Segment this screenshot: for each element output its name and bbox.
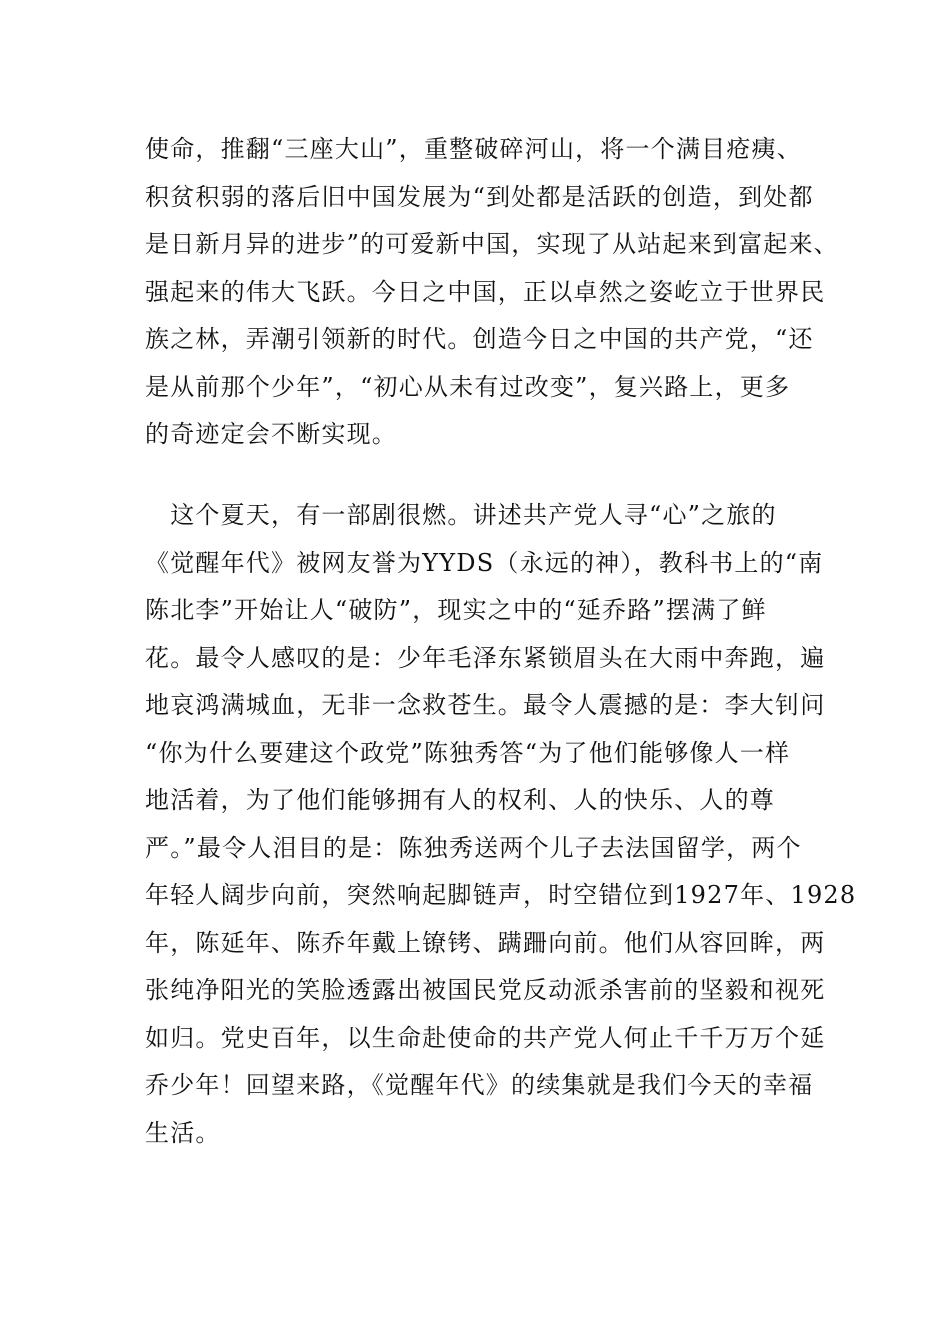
paragraph-line: 严。”最令人泪目的是：陈独秀送两个儿子去法国留学，两个 bbox=[145, 833, 802, 862]
paragraph-line: 地活着，为了他们能够拥有人的权利、人的快乐、人的尊 bbox=[145, 786, 775, 814]
paragraph-2 bbox=[145, 492, 857, 1157]
paragraph-line: “你为什么要建这个政党”陈独秀答“为了他们能够像人一样 bbox=[145, 738, 791, 767]
paragraph-line: 强起来的伟大飞跃。今日之中国，正以卓然之姿屹立于世界民 bbox=[145, 277, 826, 306]
paragraph-line: 张纯净阳光的笑脸透露出被国民党反动派杀害前的坚毅和视死 bbox=[145, 976, 826, 1004]
paragraph-1 bbox=[145, 126, 839, 459]
paragraph-line: 如归。党史百年，以生命赴使命的共产党人何止千千万万个延 bbox=[145, 1023, 826, 1052]
paragraph-line: 族之林，弄潮引领新的时代。创造今日之中国的共产党，“还 bbox=[145, 325, 814, 353]
paragraph-line: 是从前那个少年”，“初心从未有过改变”，复兴路上，更多 bbox=[145, 372, 791, 401]
paragraph-line: 生活。 bbox=[145, 1118, 221, 1147]
paragraph-line: 《觉醒年代》被网友誉为YYDS（永远的神），教科书上的“南 bbox=[145, 548, 824, 577]
paragraph-line: 陈北李”开始让人“破防”，现实之中的“延乔路”摆满了鲜 bbox=[145, 596, 767, 624]
paragraph-line: 乔少年！回望来路，《觉醒年代》的续集就是我们今天的幸福 bbox=[145, 1071, 814, 1099]
paragraph-line: 地哀鸿满城血，无非一念救苍生。最令人震撼的是：李大钊问 bbox=[145, 691, 826, 719]
paragraph-line: 积贫积弱的落后旧中国发展为“到处都是活跃的创造，到处都 bbox=[145, 182, 814, 211]
paragraph-line: 这个夏天，有一部剧很燃。讲述共产党人寻“心”之旅的 bbox=[145, 501, 777, 529]
paragraph-line: 使命，推翻“三座大山”，重整破碎河山，将一个满目疮痍、 bbox=[145, 135, 802, 163]
paragraph-line: 年轻人阔步向前，突然响起脚链声，时空错位到1927年、1928 bbox=[145, 881, 857, 909]
paragraph-line: 年，陈延年、陈乔年戴上镣铐、蹒跚向前。他们从容回眸，两 bbox=[145, 928, 826, 957]
paragraph-line: 是日新月异的进步”的可爱新中国，实现了从站起来到富起来、 bbox=[145, 230, 839, 258]
paragraph-line: 的奇迹定会不断实现。 bbox=[145, 420, 397, 448]
paragraph-line: 花。最令人感叹的是：少年毛泽东紧锁眉头在大雨中奔跑，遍 bbox=[145, 643, 826, 672]
